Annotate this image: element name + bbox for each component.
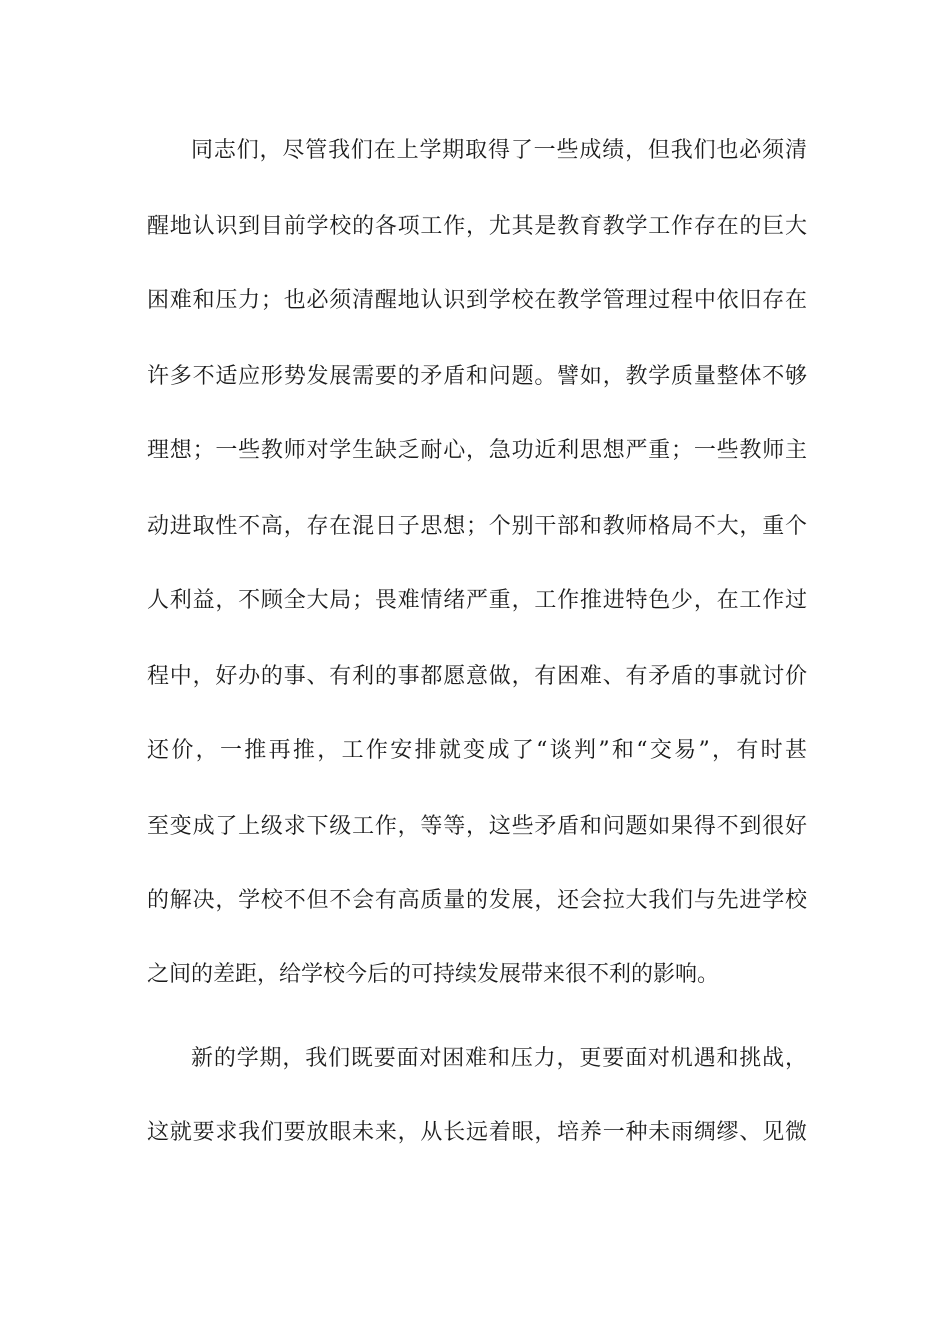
paragraph-1-line-11: 的解决，学校不但不会有高质量的发展，还会拉大我们与先进学校	[147, 888, 807, 913]
paragraph-1-line-4: 许多不适应形势发展需要的矛盾和问题。譬如，教学质量整体不够	[147, 364, 807, 389]
paragraph-1-line-9: 还价，一推再推，工作安排就变成了“谈判”和“交易”，有时甚	[147, 738, 807, 763]
paragraph-1-line-5: 理想；一些教师对学生缺乏耐心，急功近利思想严重；一些教师主	[147, 438, 807, 463]
paragraph-2-line-2: 这就要求我们要放眼未来，从长远着眼，培养一种未雨绸缪、见微	[147, 1120, 807, 1145]
paragraph-1-line-1: 同志们，尽管我们在上学期取得了一些成绩，但我们也必须清	[191, 138, 807, 163]
paragraph-1-line-10: 至变成了上级求下级工作，等等，这些矛盾和问题如果得不到很好	[147, 814, 807, 839]
paragraph-1-line-6: 动进取性不高，存在混日子思想；个别干部和教师格局不大，重个	[147, 514, 807, 539]
paragraph-1-line-3: 困难和压力；也必须清醒地认识到学校在教学管理过程中依旧存在	[147, 288, 807, 313]
paragraph-1-line-8: 程中，好办的事、有利的事都愿意做，有困难、有矛盾的事就讨价	[147, 664, 807, 689]
paragraph-2-line-1: 新的学期，我们既要面对困难和压力，更要面对机遇和挑战，	[191, 1046, 807, 1071]
paragraph-1-line-12: 之间的差距，给学校今后的可持续发展带来很不利的影响。	[147, 962, 720, 987]
paragraph-1-line-2: 醒地认识到目前学校的各项工作，尤其是教育教学工作存在的巨大	[147, 214, 807, 239]
paragraph-1-line-7: 人利益，不顾全大局；畏难情绪严重，工作推进特色少，在工作过	[147, 588, 807, 613]
